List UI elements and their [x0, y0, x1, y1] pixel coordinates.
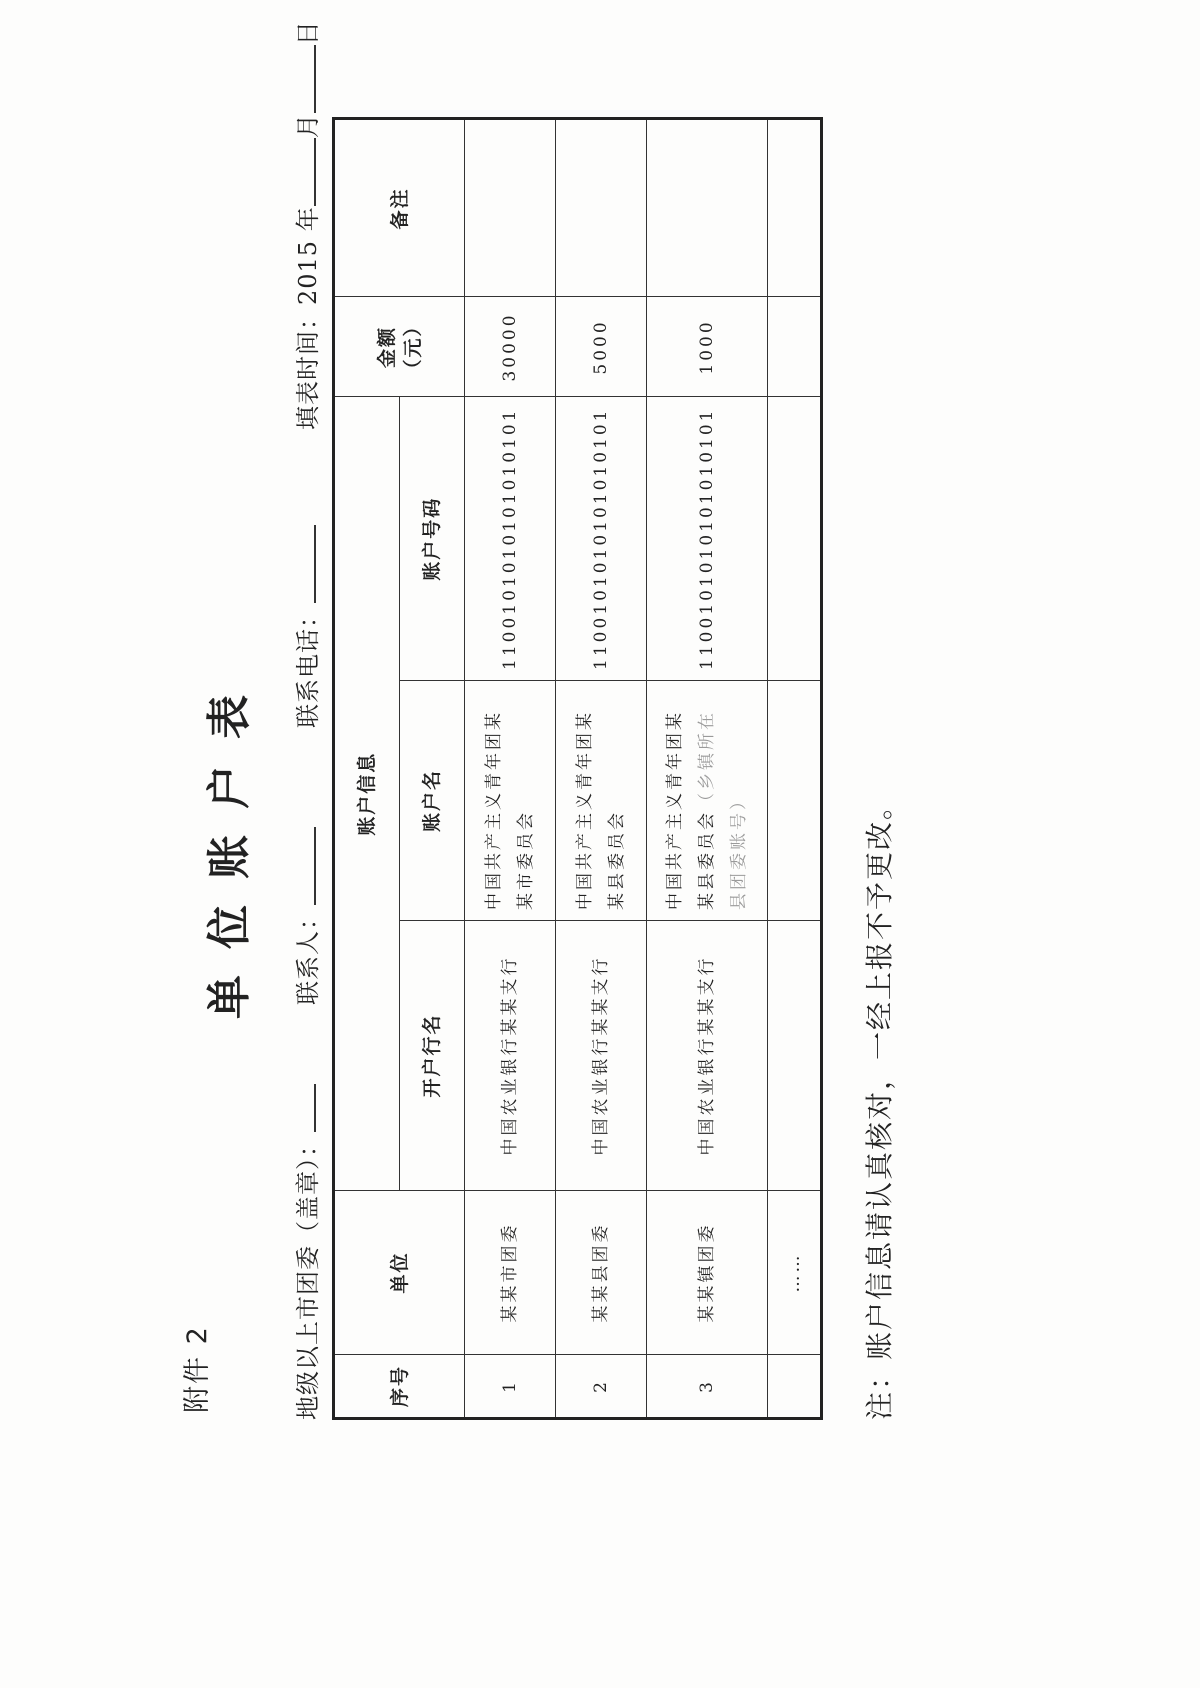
phone-label: 联系电话： [294, 603, 322, 728]
header-remark: 备注 [334, 119, 465, 297]
row-unit: 某某市团委 [465, 1191, 556, 1355]
date-label: 填表时间： [294, 305, 322, 430]
table-row [465, 119, 556, 1419]
header-row-1 [334, 119, 400, 1419]
row-remark [768, 119, 822, 297]
row-bank: 中国农业银行某某支行 [556, 921, 647, 1191]
row-index [768, 1355, 822, 1419]
account-name-text: 中国共产主义青年团某某市委员会 [484, 710, 536, 910]
row-account-name [465, 681, 556, 921]
row-account-name [556, 681, 647, 921]
attachment-label: 附件 2 [182, 1325, 213, 1413]
phone-field [288, 525, 323, 728]
row-index: 2 [556, 1355, 647, 1419]
row-account-number: 1100101010101010101 [465, 397, 556, 681]
account-table [332, 117, 823, 1420]
row-remark [556, 119, 647, 297]
header-amount: 金额（元） [334, 297, 465, 397]
page-title: 单位账户表 [204, 669, 255, 1019]
row-account-name [647, 681, 768, 921]
row-bank: 中国农业银行某某支行 [647, 921, 768, 1191]
row-amount [768, 297, 822, 397]
day-blank [292, 45, 316, 113]
table-row [768, 119, 822, 1419]
contact-field [288, 827, 323, 1005]
contact-blank [292, 827, 316, 905]
header-account-number: 账户号码 [400, 397, 465, 681]
row-amount: 5000 [556, 297, 647, 397]
date-field [288, 20, 323, 430]
row-remark [465, 119, 556, 297]
phone-blank [292, 525, 316, 603]
footnote: 注：账户信息请认真核对，一经上报不予更改。 [863, 789, 896, 1420]
date-month: 月 [294, 113, 322, 139]
row-amount: 1000 [647, 297, 768, 397]
row-account-name [768, 681, 822, 921]
row-unit: 某某镇团委 [647, 1191, 768, 1355]
row-remark [647, 119, 768, 297]
row-amount: 30000 [465, 297, 556, 397]
row-account-number: 1100101010101010101 [556, 397, 647, 681]
row-account-number: 1100101010101010101 [647, 397, 768, 681]
row-account-number [768, 397, 822, 681]
row-index: 1 [465, 1355, 556, 1419]
header-account-info: 账户信息 [334, 397, 400, 1191]
date-day: 日 [294, 20, 322, 46]
org-blank [292, 1084, 316, 1132]
date-year: 2015 年 [294, 206, 322, 305]
header-index: 序号 [334, 1355, 465, 1419]
header-unit: 单位 [334, 1191, 465, 1355]
table-row [556, 119, 647, 1419]
row-unit: …… [768, 1191, 822, 1355]
row-bank [768, 921, 822, 1191]
org-label: 地级以上市团委（盖章）： [294, 1132, 322, 1420]
row-unit: 某某县团委 [556, 1191, 647, 1355]
contact-label: 联系人： [294, 905, 322, 1005]
org-field [288, 1084, 323, 1420]
month-blank [292, 138, 316, 206]
row-bank: 中国农业银行某某支行 [465, 921, 556, 1191]
table-row [647, 119, 768, 1419]
header-account-name: 账户名 [400, 681, 465, 921]
account-name-text: 中国共产主义青年团某某县委员会 [665, 710, 717, 910]
account-name-text: 中国共产主义青年团某某县委员会 [575, 710, 627, 910]
header-bank: 开户行名 [400, 921, 465, 1191]
row-index: 3 [647, 1355, 768, 1419]
account-name-note: （乡镇所在县团委账号） [697, 710, 749, 910]
